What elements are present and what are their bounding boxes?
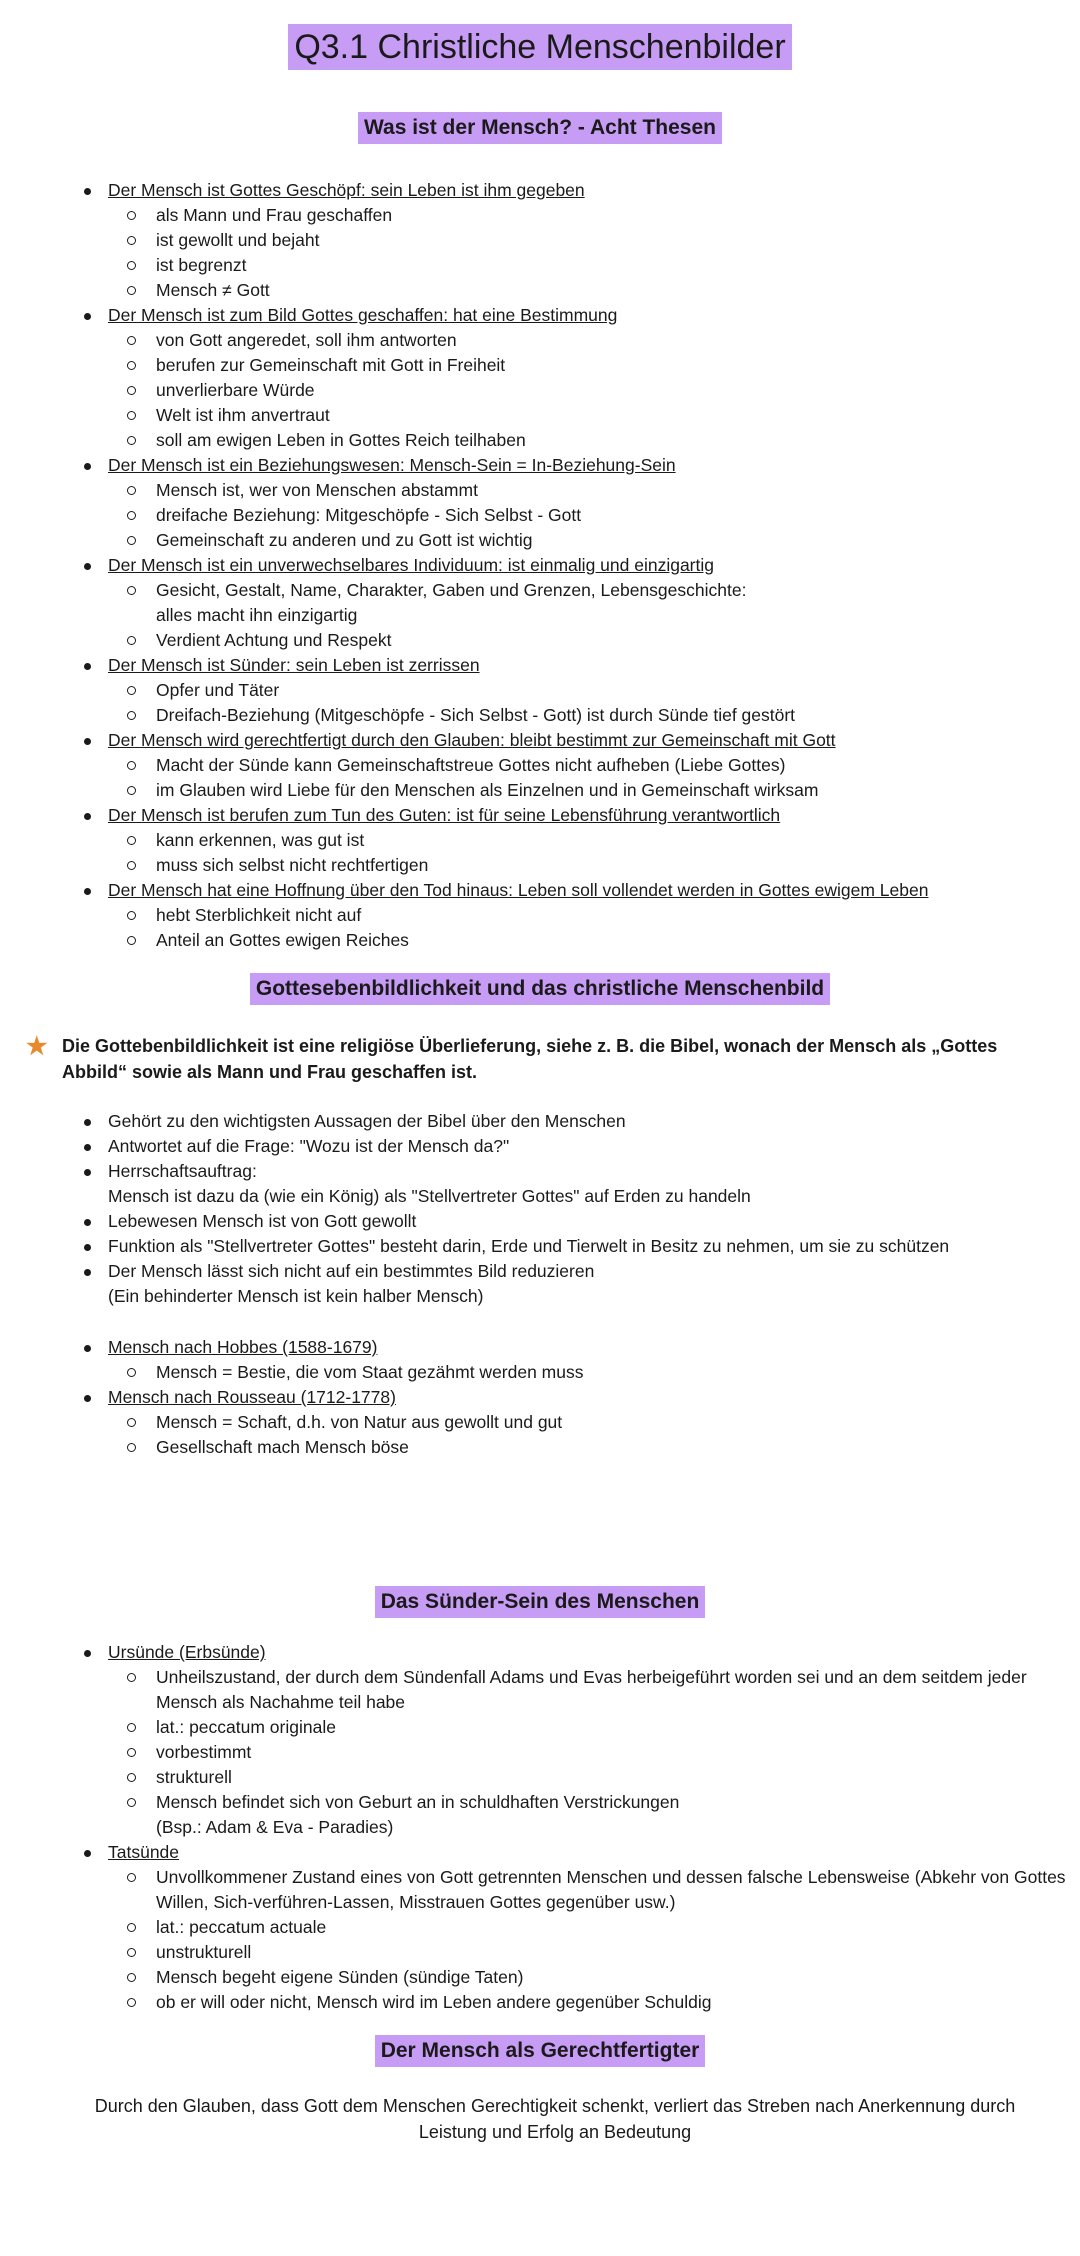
- list-item: Antwortet auf die Frage: "Wozu ist der Mensch da?": [0, 1134, 1080, 1159]
- rousseau-text: Mensch nach Rousseau (1712-1778): [108, 1387, 396, 1407]
- these-subitem: Mensch ≠ Gott: [108, 278, 1080, 303]
- these-subitem: Anteil an Gottes ewigen Reiches: [108, 928, 1080, 953]
- these-item: [0, 553, 1080, 653]
- these-sublist: [108, 203, 1080, 303]
- these-subitem: Macht der Sünde kann Gemeinschaftstreue Gottes nicht aufheben (Liebe Gottes): [108, 753, 1080, 778]
- these-text: Der Mensch ist ein Beziehungswesen: Mensch-Sein = In-Beziehung-Sein: [108, 455, 676, 475]
- list-subitem: Mensch begeht eigene Sünden (sündige Taten): [108, 1965, 1080, 1990]
- list-item-tatsuende: [0, 1840, 1080, 2015]
- rousseau-sublist: [108, 1410, 1080, 1460]
- title-wrap: [0, 24, 1080, 70]
- these-subitem: kann erkennen, was gut ist: [108, 828, 1080, 853]
- list-item-rousseau: [0, 1385, 1080, 1460]
- list-subitem: [108, 1790, 1080, 1840]
- definition-block: [0, 1033, 1080, 1085]
- list-subitem: lat.: peccatum originale: [108, 1715, 1080, 1740]
- list-subitem: vorbestimmt: [108, 1740, 1080, 1765]
- section-heading-wrap: [0, 973, 1080, 1005]
- star-icon: ★: [26, 1033, 48, 1060]
- section-heading-gerechtfertigt: Der Mensch als Gerechtfertigter: [375, 2035, 706, 2067]
- list-subitem: Mensch = Bestie, die vom Staat gezähmt werden muss: [108, 1360, 1080, 1385]
- these-text: Der Mensch ist Gottes Geschöpf: sein Leben ist ihm gegeben: [108, 180, 585, 200]
- these-sublist: [108, 328, 1080, 453]
- these-subitem-text: Gesicht, Gestalt, Name, Charakter, Gaben und Grenzen, Lebensgeschichte:: [156, 580, 747, 600]
- these-text: Der Mensch wird gerechtfertigt durch den Glauben: bleibt bestimmt zur Gemeinschaft mit Gott: [108, 730, 836, 750]
- these-text: Der Mensch ist Sünder: sein Leben ist zerrissen: [108, 655, 480, 675]
- list-subitem: Gesellschaft mach Mensch böse: [108, 1435, 1080, 1460]
- definition-text: Die Gottebenbildlichkeit ist eine religiöse Überlieferung, siehe z. B. die Bibel, wonach der Mensch als „Gottes Abbild“ sowie als Mann und Frau geschaffen ist.: [62, 1036, 998, 1082]
- these-sublist: [108, 828, 1080, 878]
- these-text: Der Mensch ist zum Bild Gottes geschaffen: hat eine Bestimmung: [108, 305, 618, 325]
- these-subitem: dreifache Beziehung: Mitgeschöpfe - Sich Selbst - Gott: [108, 503, 1080, 528]
- list-subitem: lat.: peccatum actuale: [108, 1915, 1080, 1940]
- list-subitem-text: Mensch befindet sich von Geburt an in schuldhaften Verstrickungen: [156, 1792, 680, 1812]
- list-item: Funktion als "Stellvertreter Gottes" besteht darin, Erde und Tierwelt in Besitz zu nehmen, um sie zu schützen: [0, 1234, 1080, 1259]
- list-item: [0, 1159, 1080, 1209]
- these-subitem: [108, 578, 1080, 628]
- these-subitem: Welt ist ihm anvertraut: [108, 403, 1080, 428]
- page-title: Q3.1 Christliche Menschenbilder: [288, 24, 791, 70]
- these-text: Der Mensch hat eine Hoffnung über den Tod hinaus: Leben soll vollendet werden in Gottes ewigem Leben: [108, 880, 929, 900]
- these-subitem: ist gewollt und bejaht: [108, 228, 1080, 253]
- list-item-ursuende: [0, 1640, 1080, 1840]
- gottesebenbild-list: [0, 1109, 1080, 1309]
- these-item: [0, 303, 1080, 453]
- these-item: [0, 728, 1080, 803]
- ursuende-sublist: [108, 1665, 1080, 1840]
- list-item-continuation: Mensch ist dazu da (wie ein König) als "Stellvertreter Gottes" auf Erden zu handeln: [108, 1186, 751, 1206]
- these-subitem: als Mann und Frau geschaffen: [108, 203, 1080, 228]
- section-heading-wrap: [0, 2035, 1080, 2067]
- list-subitem: Mensch = Schaft, d.h. von Natur aus gewollt und gut: [108, 1410, 1080, 1435]
- these-subitem: soll am ewigen Leben in Gottes Reich teilhaben: [108, 428, 1080, 453]
- these-subitem: von Gott angeredet, soll ihm antworten: [108, 328, 1080, 353]
- these-item: [0, 453, 1080, 553]
- these-subitem: Gemeinschaft zu anderen und zu Gott ist wichtig: [108, 528, 1080, 553]
- these-subitem: unverlierbare Würde: [108, 378, 1080, 403]
- these-text: Der Mensch ist berufen zum Tun des Guten: ist für seine Lebensführung verantwortlich: [108, 805, 781, 825]
- list-subitem: unstrukturell: [108, 1940, 1080, 1965]
- tatsuende-text: Tatsünde: [108, 1842, 180, 1862]
- list-item-text: Herrschaftsauftrag:: [108, 1161, 257, 1181]
- these-subitem-continuation: alles macht ihn einzigartig: [156, 605, 358, 625]
- these-subitem: Opfer und Täter: [108, 678, 1080, 703]
- these-sublist: [108, 478, 1080, 553]
- list-item: Gehört zu den wichtigsten Aussagen der Bibel über den Menschen: [0, 1109, 1080, 1134]
- these-subitem: Mensch ist, wer von Menschen abstammt: [108, 478, 1080, 503]
- these-subitem: Dreifach-Beziehung (Mitgeschöpfe - Sich Selbst - Gott) ist durch Sünde tief gestört: [108, 703, 1080, 728]
- these-item: [0, 178, 1080, 303]
- these-subitem: muss sich selbst nicht rechtfertigen: [108, 853, 1080, 878]
- section-heading-thesen: Was ist der Mensch? - Acht Thesen: [358, 112, 722, 144]
- these-sublist: [108, 903, 1080, 953]
- these-subitem: hebt Sterblichkeit nicht auf: [108, 903, 1080, 928]
- ursuende-text: Ursünde (Erbsünde): [108, 1642, 266, 1662]
- list-item-hobbes: [0, 1335, 1080, 1385]
- list-subitem: Unheilszustand, der durch dem Sündenfall Adams und Evas herbeigeführt worden sei und an dem seitdem jeder Mensch als Nachahme teil habe: [108, 1665, 1080, 1715]
- these-item: [0, 878, 1080, 953]
- these-sublist: [108, 678, 1080, 728]
- philosophers-list: [0, 1335, 1080, 1460]
- these-sublist: [108, 578, 1080, 653]
- section-heading-wrap: [0, 1586, 1080, 1618]
- suende-list: [0, 1640, 1080, 2015]
- section-heading-wrap: [0, 112, 1080, 144]
- these-subitem: Verdient Achtung und Respekt: [108, 628, 1080, 653]
- list-item-continuation: (Ein behinderter Mensch ist kein halber Mensch): [108, 1286, 484, 1306]
- hobbes-text: Mensch nach Hobbes (1588-1679): [108, 1337, 378, 1357]
- list-subitem: Unvollkommener Zustand eines von Gott getrennten Menschen und dessen falsche Lebensweise (Abkehr von Gottes Willen, Sich-verführen-Lassen, Misstrauen Gottes gegenüber usw.): [108, 1865, 1080, 1915]
- these-item: [0, 653, 1080, 728]
- list-subitem: ob er will oder nicht, Mensch wird im Leben andere gegenüber Schuldig: [108, 1990, 1080, 2015]
- list-item-text: Der Mensch lässt sich nicht auf ein bestimmtes Bild reduzieren: [108, 1261, 595, 1281]
- these-item: [0, 803, 1080, 878]
- tatsuende-sublist: [108, 1865, 1080, 2015]
- section-heading-suender: Das Sünder-Sein des Menschen: [375, 1586, 706, 1618]
- these-text: Der Mensch ist ein unverwechselbares Individuum: ist einmalig und einzigartig: [108, 555, 714, 575]
- these-subitem: im Glauben wird Liebe für den Menschen als Einzelnen und in Gemeinschaft wirksam: [108, 778, 1080, 803]
- hobbes-sublist: [108, 1360, 1080, 1385]
- closing-paragraph: Durch den Glauben, dass Gott dem Menschen Gerechtigkeit schenkt, verliert das Streben nach Anerkennung durch Leistung und Erfolg an Bedeutung: [94, 2096, 1016, 2142]
- these-sublist: [108, 753, 1080, 803]
- list-subitem-continuation: (Bsp.: Adam & Eva - Paradies): [156, 1817, 394, 1837]
- list-item: Lebewesen Mensch ist von Gott gewollt: [0, 1209, 1080, 1234]
- section-heading-gottesebenbild: Gottesebenbildlichkeit und das christliche Menschenbild: [250, 973, 830, 1005]
- thesen-list: [0, 178, 1080, 953]
- list-item: [0, 1259, 1080, 1309]
- these-subitem: ist begrenzt: [108, 253, 1080, 278]
- list-subitem: strukturell: [108, 1765, 1080, 1790]
- these-subitem: berufen zur Gemeinschaft mit Gott in Freiheit: [108, 353, 1080, 378]
